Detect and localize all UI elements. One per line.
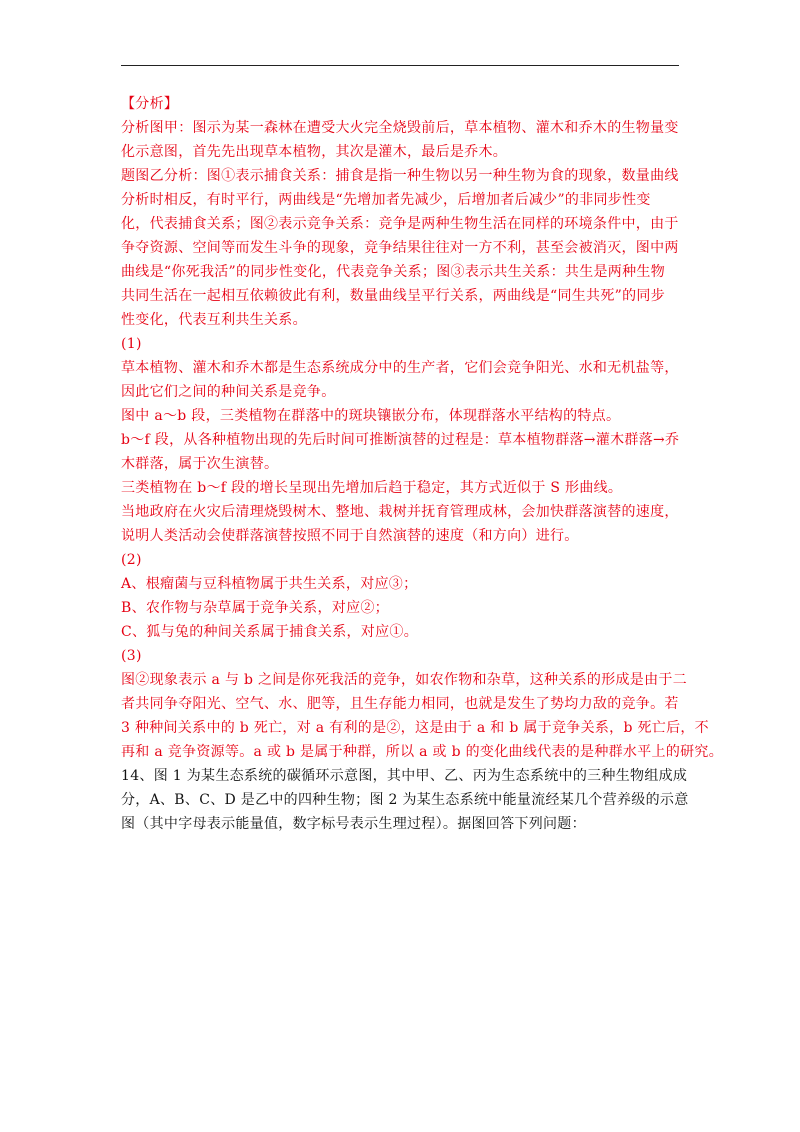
part3-line: 图②现象表示 a 与 b 之间是你死我活的竞争，如农作物和杂草，这种关系的形成是由于二 <box>121 672 688 688</box>
part1-line: 木群落，属于次生演替。 <box>121 456 279 472</box>
part1-line: 当地政府在火灾后清理烧毁树木、整地、栽树并抚育管理成林，会加快群落演替的速度， <box>121 504 679 520</box>
analysis-line: 共同生活在一起相互依赖彼此有利，数量曲线呈平行关系，两曲线是“同生共死”的同步 <box>121 288 666 304</box>
part1-line: 说明人类活动会使群落演替按照不同于自然演替的速度（和方向）进行。 <box>121 528 579 544</box>
analysis-line: 曲线是“你死我活”的同步性变化，代表竞争关系；图③表示共生关系：共生是两种生物 <box>121 264 666 280</box>
part1-line: 草本植物、灌木和乔木都是生态系统成分中的生产者，它们会竞争阳光、水和无机盐等， <box>121 360 679 376</box>
question-line: 分，A、B、C、D 是乙中的四种生物；图 2 为某生态系统中能量流经某几个营养级的示意 <box>121 792 689 808</box>
part3-label: (3) <box>121 648 142 664</box>
analysis-paragraph <box>121 116 681 332</box>
header-rule <box>121 65 679 66</box>
analysis-line: 性变化，代表互利共生关系。 <box>121 312 307 328</box>
analysis-line: 化示意图，首先先出现草本植物，其次是灌木，最后是乔木。 <box>121 144 508 160</box>
part2-line: A、根瘤菌与豆科植物属于共生关系，对应③； <box>121 576 418 592</box>
question-14 <box>121 764 689 836</box>
part3-line: 再和 a 竞争资源等。a 或 b 是属于种群，所以 a 或 b 的变化曲线代表的是种群水平上的研究。 <box>121 744 724 760</box>
part3-line: 3 种种间关系中的 b 死亡，对 a 有利的是②，这是由于 a 和 b 属于竞争关系，b 死亡后，不 <box>121 720 709 736</box>
question-line: 图（其中字母表示能量值，数字标号表示生理过程）。据图回答下列问题： <box>121 816 586 832</box>
analysis-line: 化，代表捕食关系；图②表示竞争关系：竞争是两种生物生活在同样的环境条件中，由于 <box>121 216 679 232</box>
part1-line: 因此它们之间的种间关系是竞争。 <box>121 384 336 400</box>
analysis-line: 题图乙分析：图①表示捕食关系：捕食是指一种生物以另一种生物为食的现象，数量曲线 <box>121 168 679 184</box>
part2-line: C、狐与兔的种间关系属于捕食关系，对应①。 <box>121 624 419 640</box>
part3-answer <box>121 668 724 764</box>
part2-line: B、农作物与杂草属于竞争关系，对应②； <box>121 600 389 616</box>
analysis-line: 分析图甲：图示为某一森林在遭受大火完全烧毁前后，草本植物、灌木和乔木的生物量变 <box>121 120 679 136</box>
part3-line: 者共同争夺阳光、空气、水、肥等，且生存能力相同，也就是发生了势均力敌的竞争。若 <box>121 696 679 712</box>
part2-label: (2) <box>121 552 142 568</box>
part1-line: b～f 段，从各种植物出现的先后时间可推断演替的过程是：草本植物群落→灌木群落→乔 <box>121 432 680 448</box>
part1-label: (1) <box>121 336 142 352</box>
analysis-line: 争夺资源、空间等而发生斗争的现象，竞争结果往往对一方不利，甚至会被消灭，图中两 <box>121 240 679 256</box>
analysis-line: 分析时相反，有时平行，两曲线是“先增加者先减少，后增加者后减少”的非同步性变 <box>121 192 651 208</box>
document-body <box>121 92 724 836</box>
question-line: 14、图 1 为某生态系统的碳循环示意图，其中甲、乙、丙为生态系统中的三种生物组成成 <box>121 768 688 784</box>
part1-answer <box>121 356 681 548</box>
part1-line: 三类植物在 b～f 段的增长呈现出先增加后趋于稳定，其方式近似于 S 形曲线。 <box>121 480 623 496</box>
analysis-heading: 【分析】 <box>121 96 179 112</box>
part1-line: 图中 a～b 段，三类植物在群落中的斑块镶嵌分布，体现群落水平结构的特点。 <box>121 408 621 424</box>
part2-answer <box>121 572 681 644</box>
